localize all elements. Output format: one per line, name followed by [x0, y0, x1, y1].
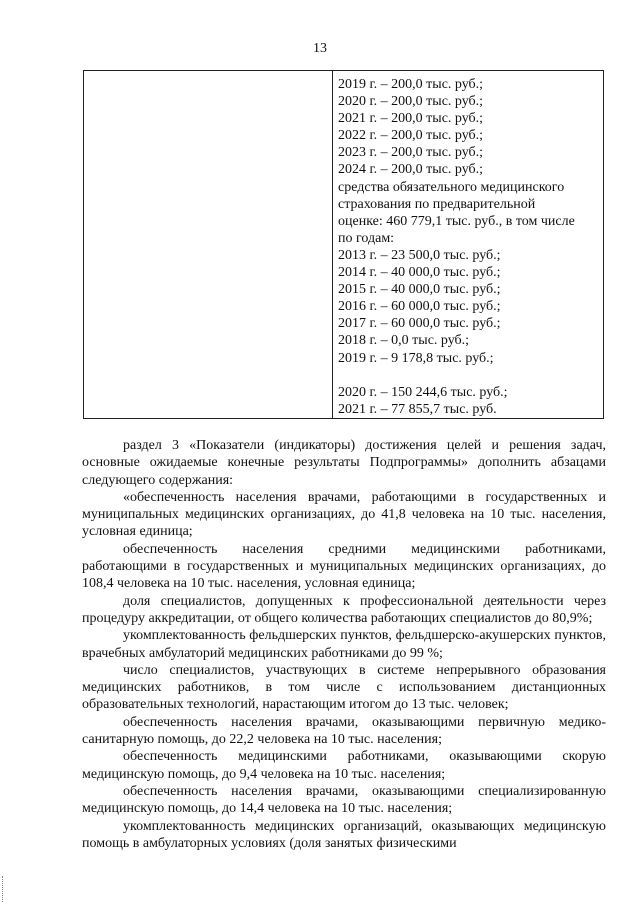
- funding-line: 2020 г. – 200,0 тыс. руб.;: [338, 94, 484, 110]
- paragraph: «обеспеченность населения врачами, работающими в государственных и муниципальных медицинских организациях, до 41,8 человека на 10 тыс. населения, условная единица;: [82, 489, 606, 540]
- paragraph: обеспеченность населения врачами, оказывающими первичную медико-санитарную помощь, до 22,2 человека на 10 тыс. населения;: [82, 714, 606, 748]
- funding-line: 2019 г. – 9 178,8 тыс. руб.;: [338, 350, 494, 366]
- paragraph: укомплектованность медицинских организаций, оказывающих медицинскую помощь в амбулаторных условиях (доля занятых физическими: [82, 818, 606, 851]
- funding-line: 2016 г. – 60 000,0 тыс. руб.;: [338, 299, 501, 315]
- table-right-cell: [333, 71, 603, 418]
- funding-line: 2023 г. – 200,0 тыс. руб.;: [338, 145, 484, 161]
- blank-line: [338, 367, 597, 384]
- funding-line: 2024 г. – 200,0 тыс. руб.;: [338, 162, 484, 178]
- funding-line: 2017 г. – 60 000,0 тыс. руб.;: [338, 316, 501, 332]
- funding-line: 2019 г. – 200,0 тыс. руб.;: [338, 77, 484, 92]
- paragraph: обеспеченность медицинскими работниками, оказывающими скорую медицинскую помощь, до 9,4 человека на 10 тыс. населения;: [82, 749, 606, 782]
- paragraph: укомплектованность фельдшерских пунктов, фельдшерско-акушерских пунктов, врачебных амбулаторий медицинских работниками до 99 %;: [82, 628, 606, 661]
- funding-line: 2021 г. – 200,0 тыс. руб.;: [338, 111, 484, 127]
- funding-line: средства обязательного медицинского: [338, 179, 565, 195]
- funding-line: 2013 г. – 23 500,0 тыс. руб.;: [338, 247, 501, 263]
- paragraph: доля специалистов, допущенных к профессиональной деятельности через процедуру аккредитации, от общего количества работающих специалистов до 80,9%;: [82, 593, 606, 626]
- funding-line: 2021 г. – 77 855,7 тыс. руб.: [338, 401, 497, 417]
- paragraph: обеспеченность населения врачами, оказывающими специализированную медицинскую помощь, до 14,4 человека на 10 тыс. населения;: [82, 783, 606, 817]
- funding-line: оценке: 460 779,1 тыс. руб., в том числе: [338, 213, 575, 229]
- funding-line: страхования по предварительной: [338, 196, 536, 212]
- paragraph: обеспеченность населения средними медицинскими работниками, работающими в государственных и муниципальных медицинских организациях, до 108,4 человека на 10 тыс. населения, условная единица;: [82, 541, 606, 592]
- funding-line: 2015 г. – 40 000,0 тыс. руб.;: [338, 282, 501, 298]
- scan-edge-mark: [2, 876, 6, 902]
- funding-line: по годам:: [338, 230, 395, 246]
- paragraph: число специалистов, участвующих в системе непрерывного образования медицинских работников, в том числе с использованием дистанционных образовательных технологий, нарастающим итогом до 13 тыс. человек;: [82, 662, 606, 713]
- funding-line: 2018 г. – 0,0 тыс. руб.;: [338, 333, 470, 349]
- document-body: [82, 437, 606, 852]
- funding-line: 2014 г. – 40 000,0 тыс. руб.;: [338, 265, 501, 281]
- paragraph: раздел 3 «Показатели (индикаторы) достижения целей и решения задач, основные ожидаемые конечные результаты Подпрограммы» дополнить абзацами следующего содержания:: [82, 438, 606, 488]
- funding-line: 2020 г. – 150 244,6 тыс. руб.;: [338, 384, 508, 400]
- funding-table: [83, 70, 604, 419]
- funding-line: 2022 г. – 200,0 тыс. руб.;: [338, 128, 484, 144]
- page-number: 13: [313, 41, 327, 56]
- table-left-cell: [84, 71, 333, 418]
